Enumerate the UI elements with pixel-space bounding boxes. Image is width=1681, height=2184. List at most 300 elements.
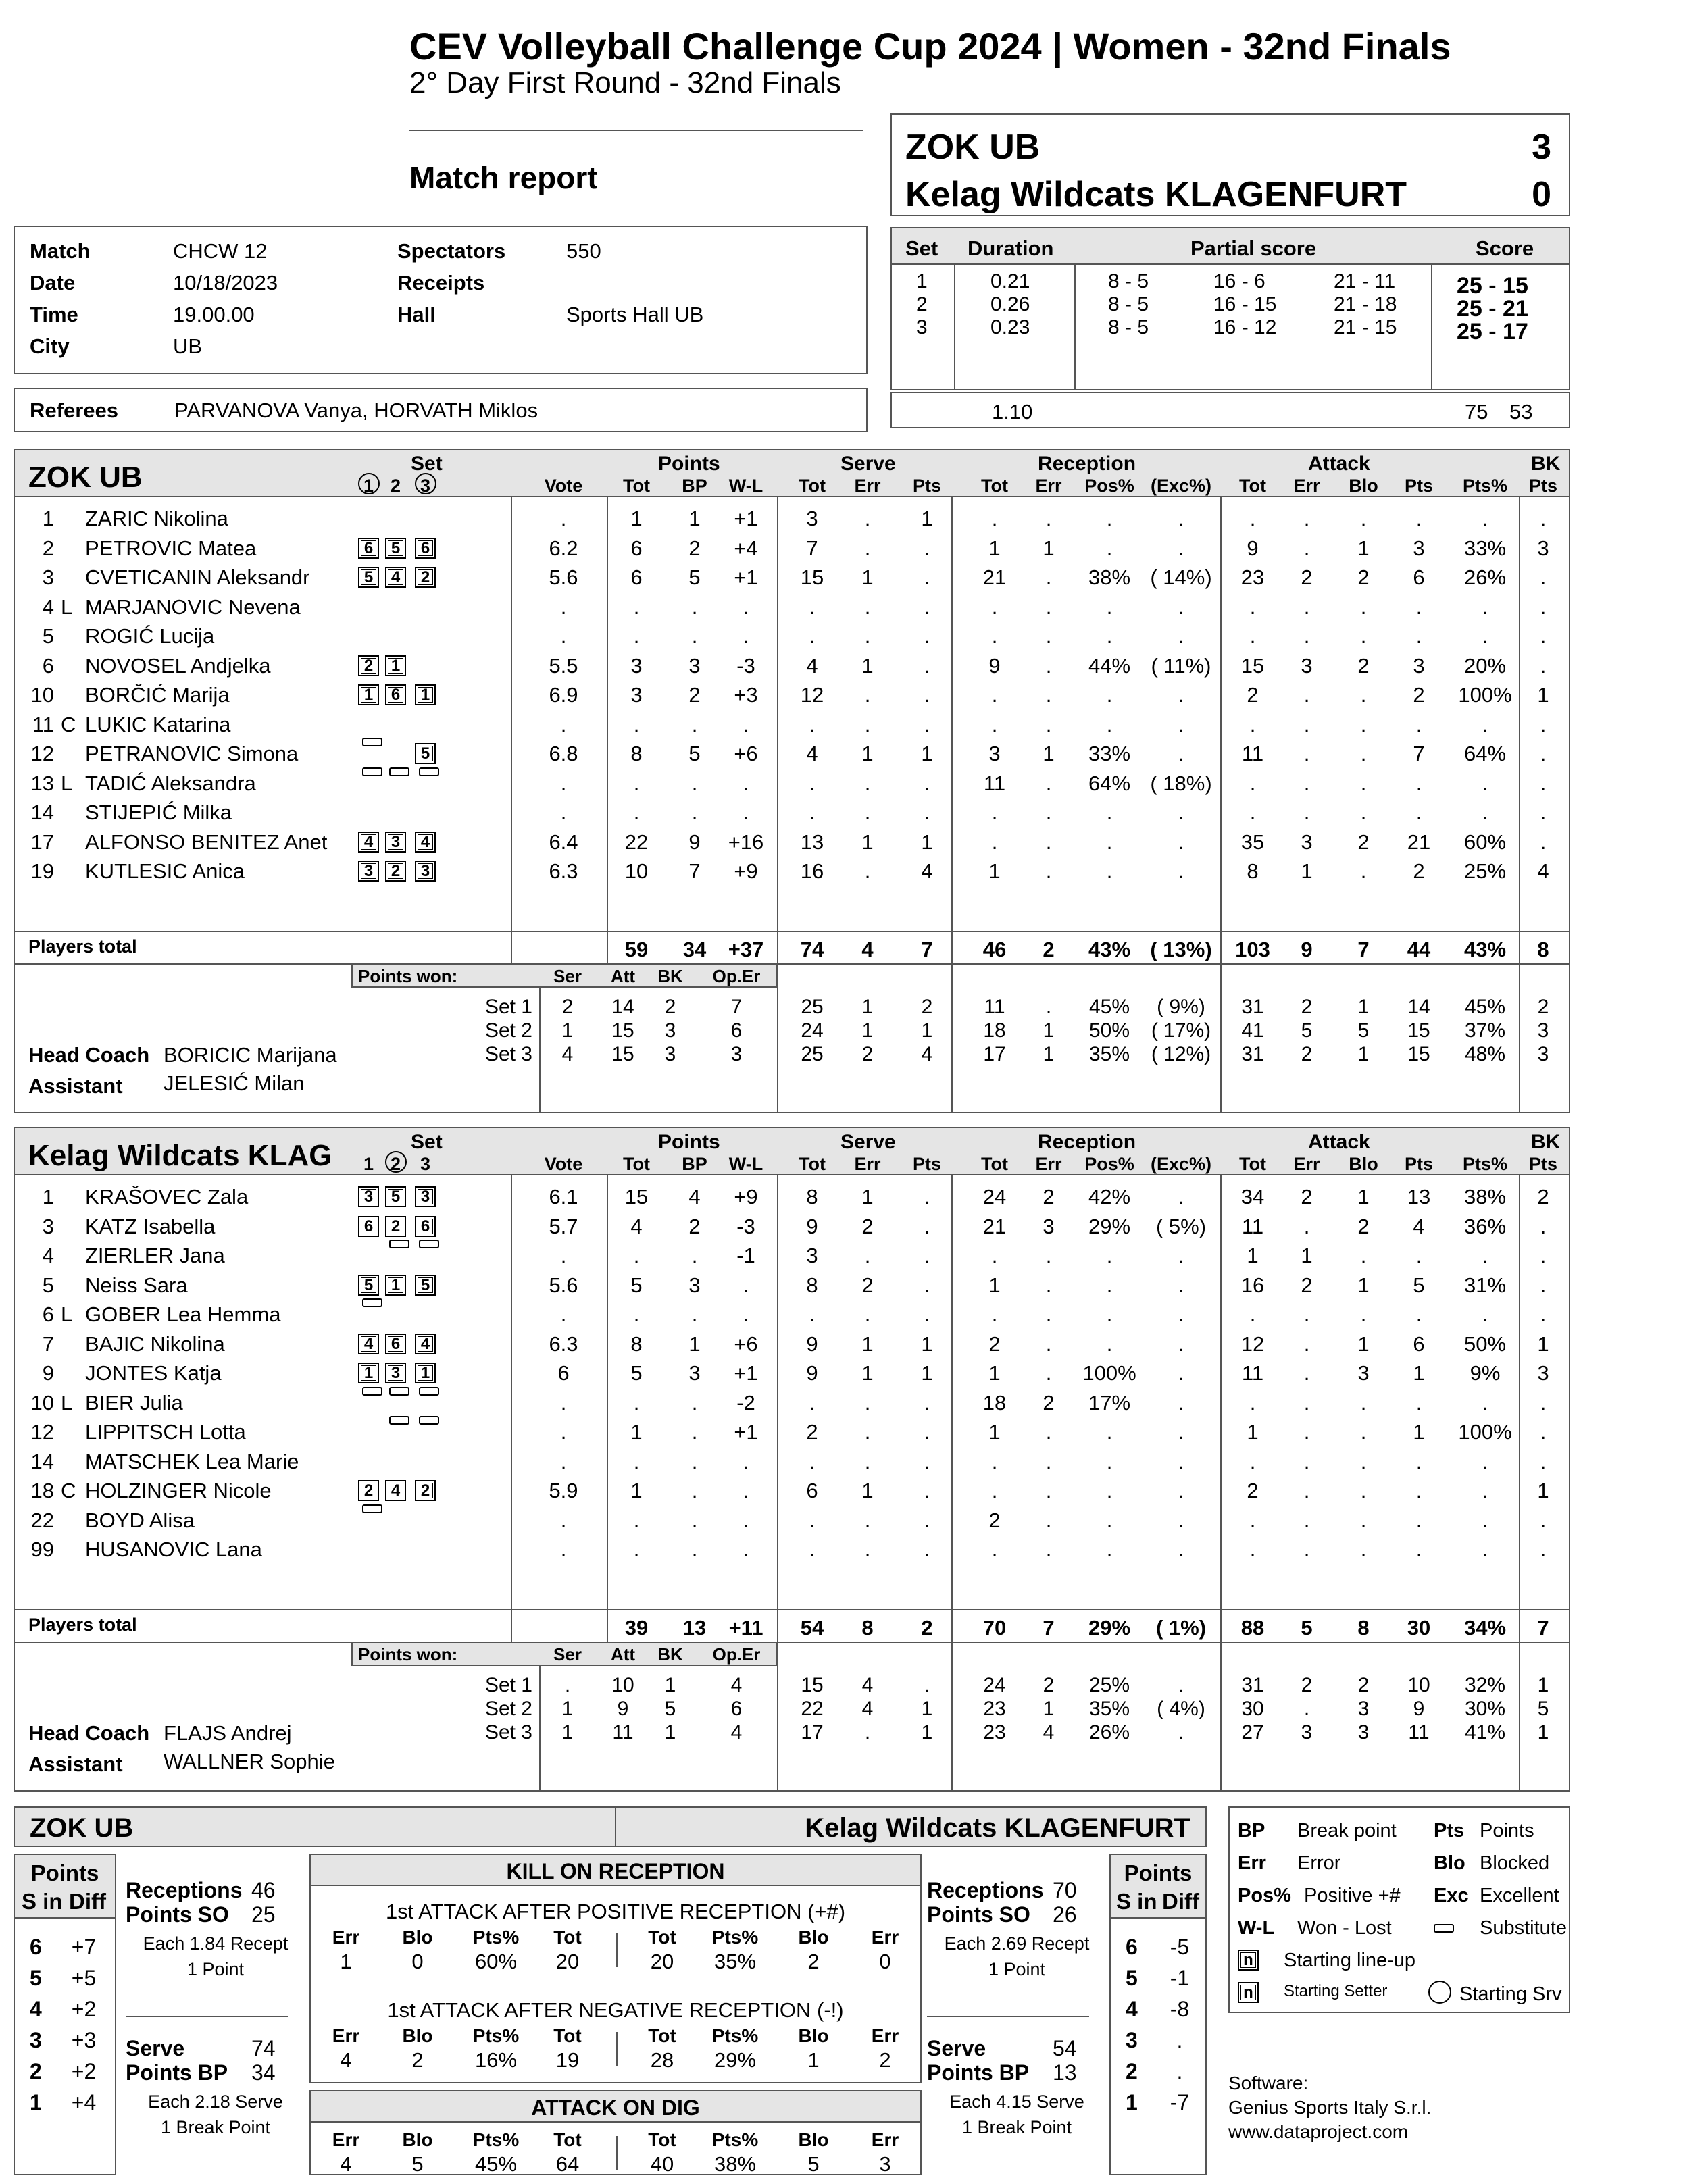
set-atot: 31 bbox=[1241, 1674, 1264, 1696]
stat-pos: . bbox=[1106, 712, 1113, 736]
sets-total bbox=[890, 392, 1570, 428]
stat-aerr: . bbox=[1303, 742, 1310, 765]
starting-position-box bbox=[385, 1275, 406, 1296]
stat-aerr: . bbox=[1303, 683, 1310, 707]
stat-rtot: 3 bbox=[988, 742, 1001, 765]
bottom-header bbox=[14, 1806, 1207, 1847]
stat-ptot: . bbox=[633, 1449, 640, 1473]
stat-spts: 1 bbox=[921, 1331, 933, 1356]
starting-position-box bbox=[358, 832, 379, 853]
stat-atot: . bbox=[1249, 1538, 1256, 1561]
stat-vote: . bbox=[560, 624, 567, 648]
total-rerr: 2 bbox=[1043, 938, 1055, 961]
stat-aerr: 2 bbox=[1301, 565, 1313, 589]
k-hdr: Pts% bbox=[711, 1927, 759, 1948]
stat-spts: 4 bbox=[921, 859, 933, 883]
player-row bbox=[15, 1244, 1569, 1271]
set-ablo: 5 bbox=[1357, 1019, 1370, 1042]
software-vendor: Genius Sports Italy S.r.l. bbox=[1228, 2097, 1432, 2118]
hdr-exc: (Exc%) bbox=[1150, 1154, 1212, 1174]
stat-ablo: . bbox=[1360, 1390, 1367, 1415]
diff: -1 bbox=[1170, 1966, 1190, 1990]
stat-serr: 1 bbox=[861, 1331, 874, 1356]
stat-rerr: . bbox=[1045, 1420, 1052, 1444]
hdr-rerr: Err bbox=[1035, 1154, 1062, 1174]
k-val: 60% bbox=[474, 1950, 518, 1973]
so-label: Points SO bbox=[927, 1902, 1030, 1927]
hdr-vote: Vote bbox=[544, 1154, 583, 1174]
stat-atot: . bbox=[1249, 507, 1256, 530]
stat-serr: . bbox=[864, 683, 871, 707]
stat-rtot: . bbox=[991, 1479, 998, 1502]
stat-ptot: . bbox=[633, 594, 640, 619]
stat-pos: . bbox=[1106, 1479, 1113, 1502]
k-val: 3 bbox=[879, 2152, 891, 2176]
set-pos: 26% bbox=[1088, 1721, 1130, 1744]
stat-exc: . bbox=[1178, 1244, 1184, 1267]
set-atot: 30 bbox=[1241, 1698, 1264, 1720]
stat-apts: . bbox=[1415, 1390, 1422, 1415]
stat-spts: 1 bbox=[921, 507, 933, 530]
stat-ablo: . bbox=[1360, 1449, 1367, 1473]
set-ablo: 1 bbox=[1357, 1043, 1370, 1065]
set-bk: 3 bbox=[1537, 1019, 1549, 1042]
total-duration: 1.10 bbox=[992, 400, 1033, 424]
stat-rtot: 1 bbox=[988, 1273, 1001, 1297]
starting-position-box bbox=[358, 1186, 379, 1207]
stat-serr: 1 bbox=[861, 1479, 874, 1502]
stat-appct: . bbox=[1482, 1479, 1488, 1502]
so-label: Points SO bbox=[126, 1902, 229, 1927]
won-att: 9 bbox=[617, 1698, 629, 1720]
team-name: ZOK UB bbox=[28, 461, 143, 494]
stat-apts: 21 bbox=[1407, 830, 1431, 854]
set-label: Set 1 bbox=[484, 996, 532, 1018]
player-name: BOYD Alisa bbox=[85, 1508, 195, 1532]
set-apts: 14 bbox=[1407, 996, 1430, 1018]
starting-setter-glyph: n bbox=[1243, 1983, 1253, 2002]
stat-serr: . bbox=[864, 1449, 871, 1473]
stat-wl: . bbox=[743, 771, 749, 795]
s-in: 5 bbox=[30, 1966, 42, 1990]
substitute-icon bbox=[362, 1387, 382, 1396]
set-apts: 9 bbox=[1413, 1698, 1425, 1720]
stat-rerr: . bbox=[1045, 594, 1052, 619]
stat-serr: . bbox=[864, 1420, 871, 1444]
starting-position-box bbox=[415, 743, 436, 764]
starting-position: 6 bbox=[420, 1217, 430, 1236]
starting-position: 5 bbox=[391, 538, 401, 557]
total-home-points: 75 bbox=[1465, 400, 1488, 424]
set-score: 25 - 15 bbox=[1457, 273, 1528, 299]
player-name: BORČIĆ Marija bbox=[85, 683, 230, 707]
player-name: GOBER Lea Hemma bbox=[85, 1302, 281, 1326]
stat-stot: 2 bbox=[806, 1420, 818, 1444]
stat-stot: 3 bbox=[806, 507, 818, 530]
stat-rtot: 21 bbox=[982, 1214, 1007, 1238]
stat-atot: 11 bbox=[1241, 742, 1264, 765]
player-row bbox=[15, 565, 1569, 592]
stat-serr: 1 bbox=[861, 653, 874, 678]
player-number: 17 bbox=[30, 830, 54, 854]
starting-position-box bbox=[385, 655, 406, 676]
stat-serr: . bbox=[864, 594, 871, 619]
partial-2: 16 - 12 bbox=[1213, 316, 1277, 338]
starting-position: 5 bbox=[420, 744, 430, 763]
hdr-set: Set bbox=[411, 453, 443, 475]
starting-serve-icon bbox=[1428, 1981, 1451, 2004]
stat-atot: 1 bbox=[1247, 1244, 1259, 1267]
match-label: Match bbox=[30, 239, 91, 263]
total-spts: 7 bbox=[921, 938, 933, 961]
player-number: 1 bbox=[42, 507, 54, 530]
date-value: 10/18/2023 bbox=[173, 271, 278, 295]
stat-stot: 9 bbox=[806, 1361, 818, 1385]
stat-pos: 100% bbox=[1082, 1361, 1136, 1385]
set-atot: 31 bbox=[1241, 996, 1264, 1018]
player-name: MATSCHEK Lea Marie bbox=[85, 1449, 299, 1473]
set-ablo: 3 bbox=[1357, 1698, 1370, 1720]
diff: +4 bbox=[71, 2090, 97, 2114]
stat-bp: 7 bbox=[688, 859, 701, 883]
stat-wl: . bbox=[743, 1449, 749, 1473]
starting-position: 5 bbox=[363, 568, 374, 586]
stat-atot: 9 bbox=[1247, 536, 1259, 560]
hdr-atot: Tot bbox=[1239, 1154, 1266, 1174]
stat-spts: . bbox=[924, 801, 930, 824]
stat-bp: . bbox=[691, 1449, 698, 1473]
match-info bbox=[14, 226, 868, 374]
stat-spts: . bbox=[924, 1479, 930, 1502]
stat-apts: 13 bbox=[1407, 1185, 1431, 1209]
stat-ablo: . bbox=[1360, 1538, 1367, 1561]
hdr-set3: 3 bbox=[420, 1154, 431, 1174]
total-away-points: 53 bbox=[1509, 400, 1533, 424]
hdr-rtot: Tot bbox=[981, 1154, 1008, 1174]
stat-pos: 29% bbox=[1088, 1214, 1131, 1238]
stat-atot: 2 bbox=[1247, 683, 1259, 707]
won-op: 4 bbox=[730, 1721, 743, 1744]
player-row bbox=[15, 771, 1569, 798]
starting-position-box bbox=[385, 1480, 406, 1501]
stat-bk: . bbox=[1540, 1302, 1547, 1326]
stat-pos: . bbox=[1106, 624, 1113, 648]
players-total-label: Players total bbox=[28, 936, 137, 957]
set-stot: 17 bbox=[801, 1721, 824, 1744]
stat-apts: 3 bbox=[1413, 536, 1425, 560]
diff-hdr: Diff bbox=[69, 1889, 106, 1914]
sets-hdr-score: Score bbox=[1476, 236, 1534, 260]
stat-serr: . bbox=[864, 801, 871, 824]
k-val: 2 bbox=[411, 2048, 424, 2072]
stat-bp: . bbox=[691, 1479, 698, 1502]
hdr-bk: BK bbox=[1531, 1131, 1561, 1153]
stat-bk: 4 bbox=[1537, 859, 1549, 883]
stat-spts: . bbox=[924, 1244, 930, 1267]
total-wl: +37 bbox=[728, 938, 764, 961]
stat-bk: 1 bbox=[1537, 1479, 1549, 1502]
stat-rerr: 1 bbox=[1043, 742, 1055, 765]
k-hdr: Tot bbox=[648, 2025, 676, 2046]
stat-apts: . bbox=[1415, 1449, 1422, 1473]
stat-exc: . bbox=[1178, 1302, 1184, 1326]
stat-spts: . bbox=[924, 1214, 930, 1238]
stat-appct: 60% bbox=[1463, 830, 1507, 854]
stat-rtot: 1 bbox=[988, 1420, 1001, 1444]
stat-vote: . bbox=[560, 712, 567, 736]
stat-appct: 50% bbox=[1463, 1331, 1507, 1356]
set-rtot: 23 bbox=[983, 1721, 1006, 1744]
team-name: Kelag Wildcats KLAG bbox=[28, 1139, 332, 1172]
stat-stot: 15 bbox=[800, 565, 824, 589]
stat-aerr: . bbox=[1303, 1420, 1310, 1444]
k-hdr: Pts% bbox=[711, 2025, 759, 2046]
player-number: 22 bbox=[30, 1508, 54, 1532]
stat-rerr: . bbox=[1045, 859, 1052, 883]
stat-atot: 12 bbox=[1240, 1331, 1265, 1356]
hdr-stot: Tot bbox=[799, 476, 826, 496]
diff: -5 bbox=[1170, 1935, 1190, 1959]
starting-position: 2 bbox=[391, 862, 401, 880]
stat-stot: . bbox=[809, 712, 816, 736]
starting-setter-icon bbox=[1238, 1982, 1259, 2003]
kill-title: KILL ON RECEPTION bbox=[506, 1859, 725, 1883]
hdr-pos: Pos% bbox=[1084, 476, 1134, 496]
set-rerr: 1 bbox=[1043, 1698, 1055, 1720]
won-op: 7 bbox=[730, 996, 743, 1018]
stat-apts: . bbox=[1415, 1479, 1422, 1502]
stat-rerr: . bbox=[1045, 1361, 1052, 1385]
k-hdr: Pts% bbox=[472, 2129, 520, 2150]
hdr-bp: BP bbox=[682, 1154, 707, 1174]
stat-serr: 1 bbox=[861, 742, 874, 765]
rec-label: Receptions bbox=[927, 1878, 1044, 1902]
stat-serr: 2 bbox=[861, 1214, 874, 1238]
head-coach-label: Head Coach bbox=[28, 1721, 150, 1745]
total-stot: 54 bbox=[800, 1616, 824, 1640]
stat-spts: . bbox=[924, 712, 930, 736]
city-value: UB bbox=[173, 334, 203, 358]
stat-apts: . bbox=[1415, 771, 1422, 795]
set-spts: 4 bbox=[921, 1043, 933, 1065]
stat-atot: 11 bbox=[1241, 1214, 1264, 1238]
total-exc: ( 1%) bbox=[1155, 1616, 1207, 1640]
stat-exc: . bbox=[1178, 1390, 1184, 1415]
set-bk: 1 bbox=[1537, 1674, 1549, 1696]
legend-start-text: Starting line-up bbox=[1284, 1950, 1416, 1971]
player-name: LUKIC Katarina bbox=[85, 712, 231, 736]
stat-bp: . bbox=[691, 1508, 698, 1532]
legend-wl-text: Won - Lost bbox=[1297, 1917, 1392, 1939]
stat-stot: . bbox=[809, 624, 816, 648]
player-name: TADIĆ Aleksandra bbox=[85, 771, 256, 795]
stat-spts: . bbox=[924, 683, 930, 707]
total-aerr: 9 bbox=[1301, 938, 1313, 961]
stat-ptot: . bbox=[633, 1508, 640, 1532]
stat-appct: . bbox=[1482, 1538, 1488, 1561]
set-bk: 5 bbox=[1537, 1698, 1549, 1720]
stat-aerr: . bbox=[1303, 1302, 1310, 1326]
substitute-icon bbox=[362, 1298, 382, 1307]
k-hdr: Err bbox=[871, 2025, 899, 2046]
player-number: 99 bbox=[30, 1538, 54, 1561]
stat-wl: . bbox=[743, 594, 749, 619]
starting-position: 1 bbox=[420, 1364, 430, 1382]
starting-position-box bbox=[415, 1480, 436, 1501]
hdr-spts: Pts bbox=[912, 476, 942, 496]
legend-pts: Pts bbox=[1434, 1820, 1465, 1842]
stat-wl: +1 bbox=[734, 507, 758, 530]
stat-bp: 2 bbox=[688, 1214, 701, 1238]
stat-ablo: 2 bbox=[1357, 653, 1370, 678]
stat-vote: . bbox=[560, 594, 567, 619]
stat-spts: 1 bbox=[921, 1361, 933, 1385]
stat-appct: 36% bbox=[1463, 1214, 1507, 1238]
hdr-serr: Err bbox=[854, 476, 881, 496]
hdr-ptot: Tot bbox=[623, 476, 650, 496]
stat-ablo: . bbox=[1360, 1508, 1367, 1532]
stat-vote: . bbox=[560, 1420, 567, 1444]
pts-hdr: Points bbox=[30, 1860, 99, 1885]
set-rtot: 17 bbox=[983, 1043, 1006, 1065]
s-in: 2 bbox=[1126, 2059, 1138, 2083]
stat-ablo: . bbox=[1360, 859, 1367, 883]
set-label: Set 1 bbox=[484, 1674, 532, 1696]
stat-ptot: 6 bbox=[630, 565, 643, 589]
player-name: ZARIC Nikolina bbox=[85, 507, 228, 530]
stat-stot: 13 bbox=[800, 830, 824, 854]
stat-pos: 38% bbox=[1088, 565, 1131, 589]
stat-ptot: 5 bbox=[630, 1361, 643, 1385]
starting-position-box bbox=[358, 567, 379, 588]
player-number: 11 bbox=[32, 712, 54, 736]
substitute-icon bbox=[362, 767, 382, 776]
software-label: Software: bbox=[1228, 2073, 1309, 2093]
stat-ablo: . bbox=[1360, 712, 1367, 736]
total-ptot: 39 bbox=[624, 1616, 649, 1640]
won-ser: 4 bbox=[561, 1043, 574, 1065]
k-val: 20 bbox=[555, 1950, 580, 1973]
player-role: C bbox=[61, 1479, 76, 1502]
assistant-label: Assistant bbox=[28, 1074, 123, 1098]
won-att: 11 bbox=[612, 1721, 634, 1744]
stat-wl: +9 bbox=[734, 1185, 758, 1209]
stat-ptot: 8 bbox=[630, 742, 643, 765]
starting-position: 2 bbox=[420, 568, 430, 586]
starting-serve-icon bbox=[358, 473, 380, 494]
rec-value: 46 bbox=[251, 1878, 276, 1902]
hdr-set1: 1 bbox=[363, 476, 374, 496]
stat-appct: . bbox=[1482, 624, 1488, 648]
diff-hdr: Diff bbox=[1162, 1889, 1199, 1914]
k-val: 16% bbox=[474, 2048, 518, 2072]
k-val: 5 bbox=[807, 2152, 820, 2176]
stat-vote: 6.2 bbox=[549, 536, 578, 560]
stat-atot: . bbox=[1249, 1390, 1256, 1415]
k-val: 28 bbox=[650, 2048, 674, 2072]
total-ablo: 7 bbox=[1357, 938, 1370, 961]
stat-stot: . bbox=[809, 801, 816, 824]
k-val: 2 bbox=[879, 2048, 891, 2072]
player-name: NOVOSEL Andjelka bbox=[85, 653, 271, 678]
stat-apts: . bbox=[1415, 1538, 1422, 1561]
set-number: 2 bbox=[916, 293, 928, 315]
stat-serr: . bbox=[864, 536, 871, 560]
stat-aerr: . bbox=[1303, 1214, 1310, 1238]
set-apts: 15 bbox=[1407, 1043, 1430, 1065]
player-row bbox=[15, 1420, 1569, 1447]
stat-exc: . bbox=[1178, 683, 1184, 707]
set-serr: . bbox=[864, 1721, 871, 1744]
starting-position-box bbox=[385, 567, 406, 588]
starting-position: 4 bbox=[363, 832, 374, 851]
stat-vote: 6.9 bbox=[549, 683, 578, 707]
set-exc: . bbox=[1178, 1674, 1184, 1696]
won-att: 15 bbox=[611, 1019, 634, 1042]
stat-bk: 3 bbox=[1537, 536, 1549, 560]
bp-label: Points BP bbox=[126, 2060, 228, 2085]
substitute-icon bbox=[1434, 1924, 1454, 1933]
stat-stot: 9 bbox=[806, 1331, 818, 1356]
stat-bk: . bbox=[1540, 1420, 1547, 1444]
set-label: Set 2 bbox=[484, 1698, 532, 1720]
starting-position: 2 bbox=[420, 1481, 430, 1500]
stat-stot: 3 bbox=[806, 1244, 818, 1267]
stat-rerr: . bbox=[1045, 1449, 1052, 1473]
stat-rtot: 2 bbox=[988, 1508, 1001, 1532]
set-duration: 0.23 bbox=[990, 316, 1030, 338]
hdr-ablo: Blo bbox=[1349, 476, 1378, 496]
match-value: CHCW 12 bbox=[173, 239, 268, 263]
away-team-name: Kelag Wildcats KLAGENFURT bbox=[905, 175, 1407, 214]
starting-position-box bbox=[358, 655, 379, 676]
player-role: L bbox=[61, 771, 73, 795]
city-label: City bbox=[30, 334, 70, 358]
stat-aerr: . bbox=[1303, 1508, 1310, 1532]
k-val: 1 bbox=[807, 2048, 820, 2072]
stat-rerr: . bbox=[1045, 1273, 1052, 1297]
stat-rtot: 9 bbox=[988, 653, 1001, 678]
legend-sub-text: Substitute bbox=[1480, 1917, 1567, 1939]
set-atot: 41 bbox=[1241, 1019, 1264, 1042]
set-exc: ( 9%) bbox=[1157, 996, 1205, 1018]
stat-bk: . bbox=[1540, 830, 1547, 854]
stat-serr: . bbox=[864, 507, 871, 530]
page-subtitle: 2° Day First Round - 32nd Finals bbox=[409, 66, 841, 99]
total-ptot: 59 bbox=[624, 938, 649, 961]
stat-exc: ( 11%) bbox=[1151, 653, 1211, 678]
stat-spts: 1 bbox=[921, 742, 933, 765]
stat-bk: . bbox=[1540, 1214, 1547, 1238]
stat-rerr: . bbox=[1045, 1244, 1052, 1267]
stat-pos: . bbox=[1106, 536, 1113, 560]
substitute-icon bbox=[389, 1240, 409, 1248]
stat-bk: . bbox=[1540, 624, 1547, 648]
stat-ablo: . bbox=[1360, 801, 1367, 824]
stat-bp: 3 bbox=[688, 1361, 701, 1385]
stat-rtot: . bbox=[991, 624, 998, 648]
total-pos: 43% bbox=[1088, 938, 1131, 961]
stat-bp: . bbox=[691, 771, 698, 795]
total-apts: 44 bbox=[1407, 938, 1431, 961]
sets-table bbox=[890, 227, 1570, 390]
stat-vote: . bbox=[560, 1390, 567, 1415]
stat-ablo: 3 bbox=[1357, 1361, 1370, 1385]
total-appct: 34% bbox=[1463, 1616, 1507, 1640]
referees-value: PARVANOVA Vanya, HORVATH Miklos bbox=[174, 399, 538, 422]
spectators-label: Spectators bbox=[397, 239, 506, 263]
set-rtot: 11 bbox=[984, 996, 1005, 1018]
